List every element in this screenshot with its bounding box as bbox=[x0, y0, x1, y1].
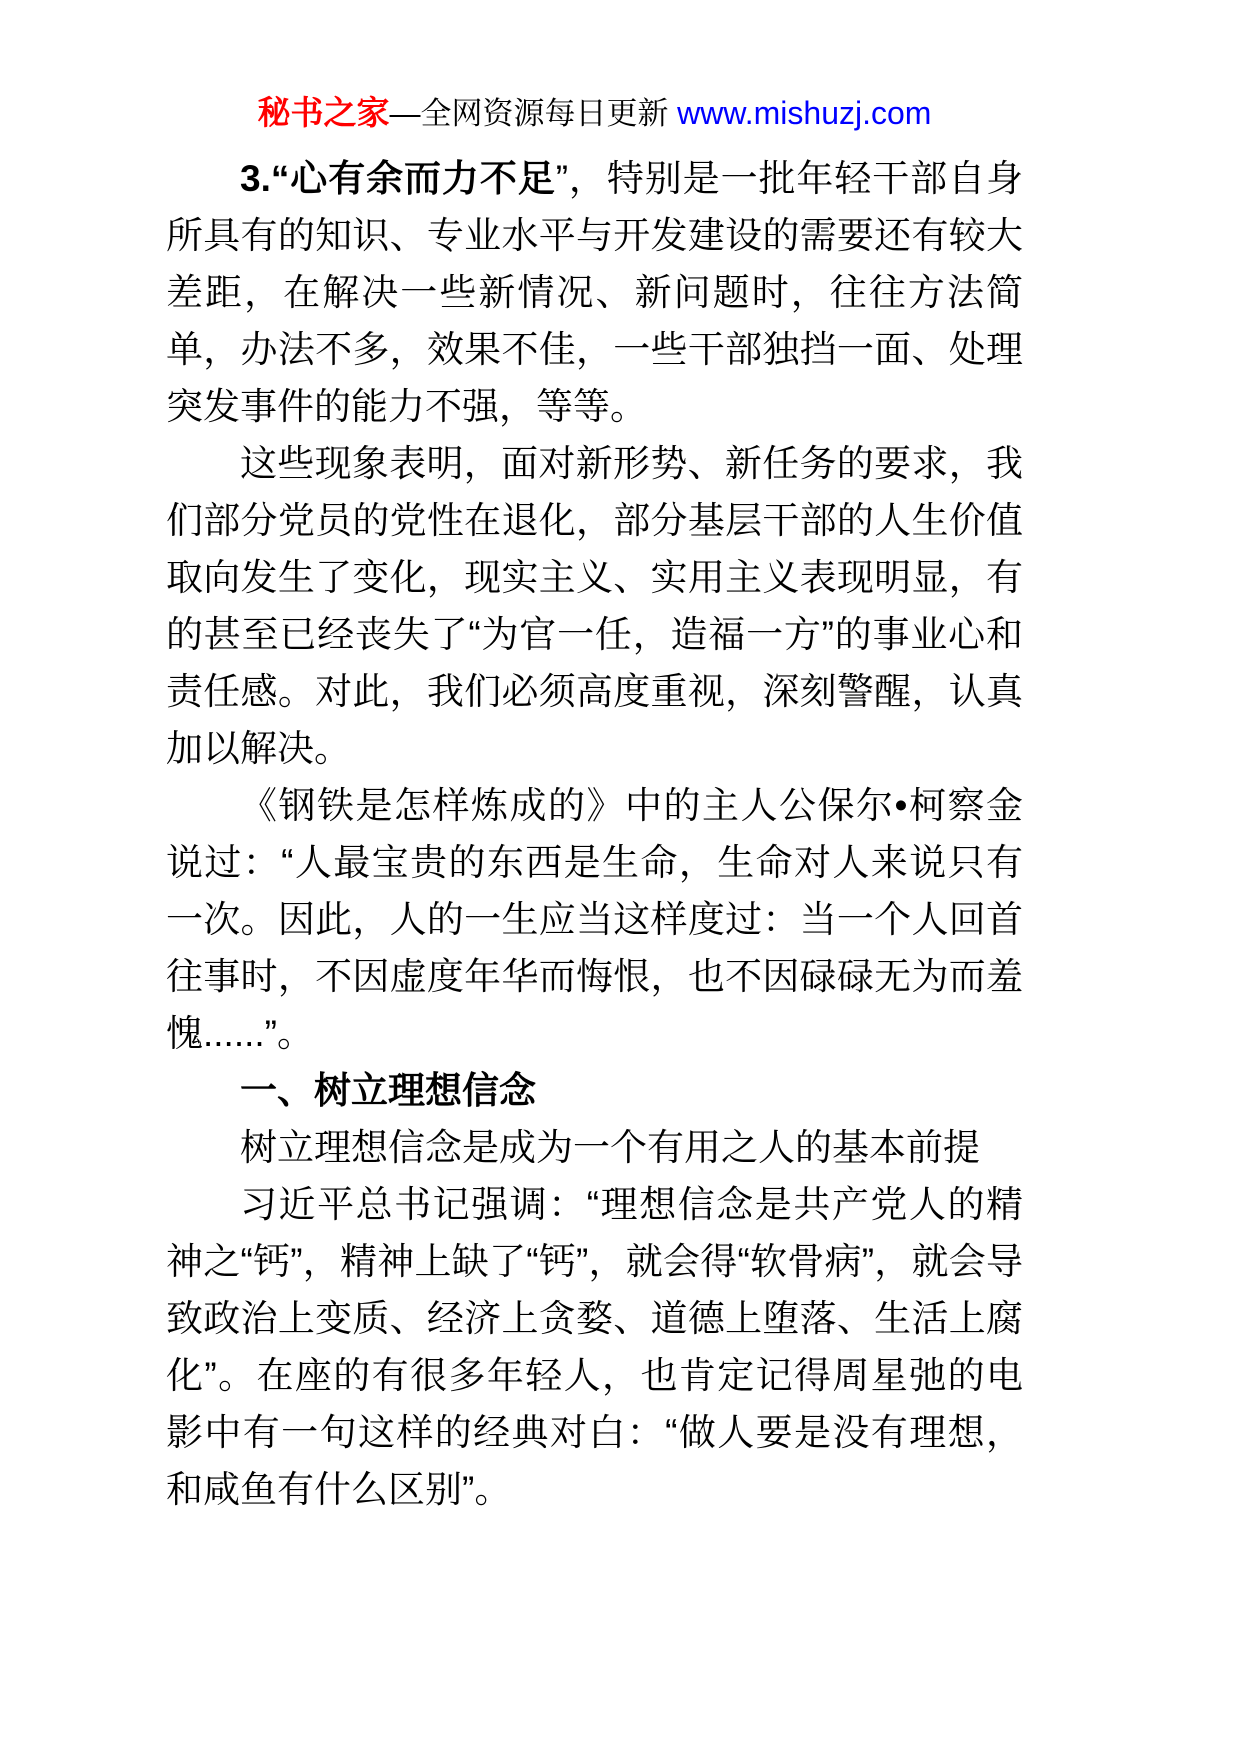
site-header bbox=[166, 90, 1023, 137]
site-url-link[interactable]: www.mishuzj.com bbox=[677, 95, 932, 131]
document-body bbox=[166, 150, 1023, 1518]
text-run: 习近平总书记强调：“理想信念是共产党人的精神之“钙”，精神上缺了“钙”，就会得“软骨病”，就会导致政治上变质、经济上贪婺、道德上堕落、生活上腐化”。在座的有很多年轻人，也肯定记得周星弛的电影中有一句这样的经典对白：“做人要是没有理想，和咸鱼有什么区别”。 bbox=[166, 1184, 1023, 1510]
text-run: ”，特别是一批年轻干部自身所具有的知识、专业水平与开发建设的需要还有较大差距，在解决一些新情况、新问题时，往往方法简单，办法不多，效果不佳，一些干部独挡一面、处理突发事件的能力不强，等等。 bbox=[166, 158, 1023, 427]
paragraph bbox=[166, 777, 1023, 1062]
text-run: 这些现象表明，面对新形势、新任务的要求，我们部分党员的党性在退化，部分基层干部的人生价值取向发生了变化，现实主义、实用主义表现明显，有的甚至已经丧失了“为官一任，造福一方”的事业心和责任感。对此，我们必须高度重视，深刻警醒，认真加以解决。 bbox=[166, 443, 1023, 769]
paragraph bbox=[166, 1119, 1023, 1176]
site-name: 秘书之家 bbox=[257, 94, 390, 131]
paragraph bbox=[166, 150, 1023, 435]
section-heading bbox=[166, 1062, 1023, 1119]
paragraph bbox=[166, 435, 1023, 777]
text-run: 一、树立理想信念 bbox=[240, 1070, 536, 1111]
text-run: 3.“心有余而力不足 bbox=[240, 158, 556, 199]
site-tagline: —全网资源每日更新 bbox=[389, 96, 678, 131]
text-run: 《钢铁是怎样炼成的》中的主人公保尔•柯察金说过：“人最宝贵的东西是生命，生命对人来说只有一次。因此，人的一生应当这样度过：当一个人回首往事时，不因虚度年华而悔恨，也不因碌碌无为而羞愧......”。 bbox=[166, 785, 1023, 1054]
paragraph bbox=[166, 1176, 1023, 1518]
text-run: 树立理想信念是成为一个有用之人的基本前提 bbox=[240, 1127, 980, 1168]
